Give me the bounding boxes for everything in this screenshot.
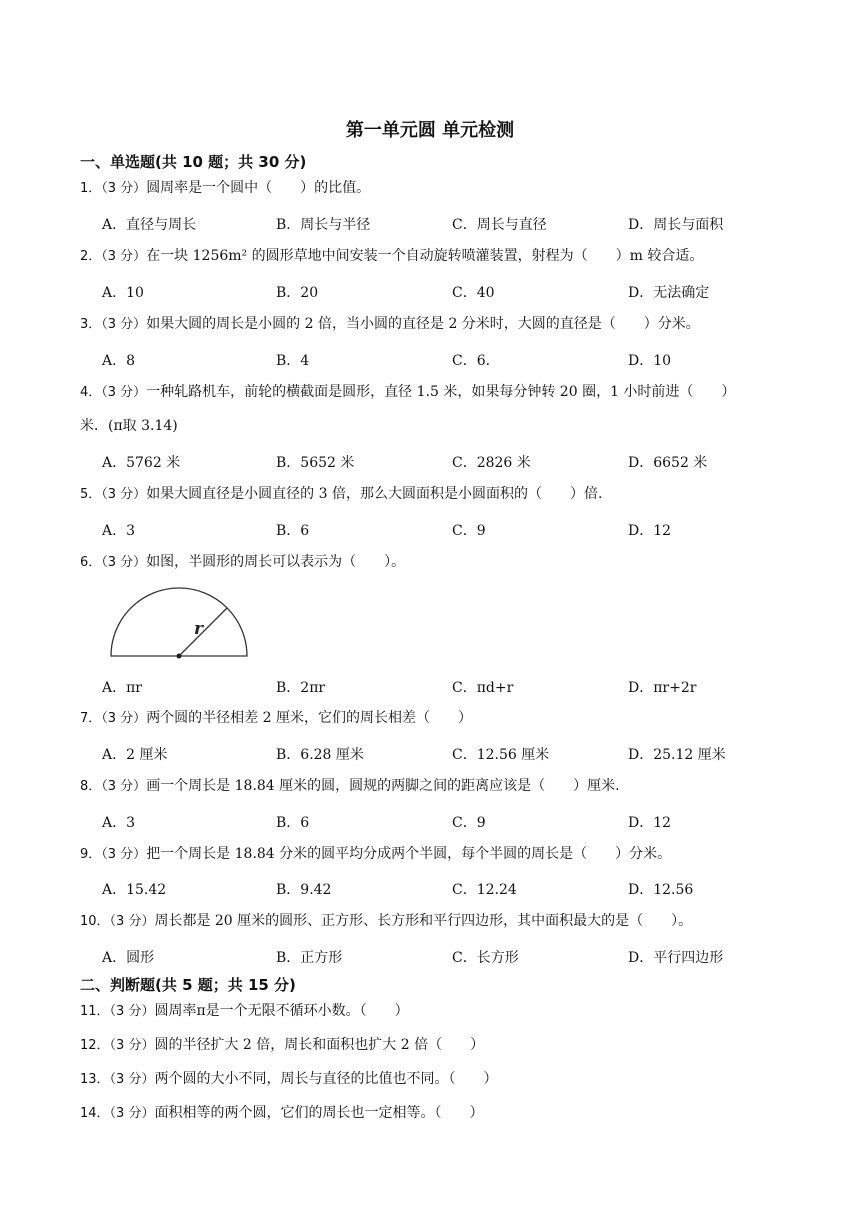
question-12: 12．（3 分）圆的半径扩大 2 倍，周长和面积也扩大 2 倍（ ） (80, 1037, 485, 1053)
option-c: C．9 (452, 815, 486, 831)
semicircle-outline (111, 588, 247, 656)
option-c: C．40 (452, 285, 495, 301)
options-q5 (102, 520, 802, 544)
option-a: A．3 (102, 523, 136, 539)
option-c: C．12.56 厘米 (452, 747, 550, 763)
option-d: D．周长与面积 (628, 217, 724, 233)
option-d: D．平行四边形 (628, 950, 724, 966)
question-2: 2．（3 分）在一块 1256m² 的圆形草地中间安装一个自动旋转喷灌装置，射程为（ ）m 较合适。 (80, 248, 704, 264)
options-q6 (102, 677, 802, 701)
section-heading-true-false: 二、判断题(共 5 题；共 15 分) (80, 976, 296, 994)
question-4: 4．（3 分）一种轧路机车，前轮的横截面是圆形，直径 1.5 米，如果每分钟转 20 圈，1 小时前进（ ） (80, 384, 736, 400)
question-text: 两个圆的半径相差 2 厘米，它们的周长相差（ ） (146, 710, 472, 726)
question-text: 如果大圆直径是小圆直径的 3 倍，那么大圆面积是小圆面积的（ ）倍. (146, 486, 603, 502)
question-11: 11．（3 分）圆周率π是一个无限不循环小数。（ ） (80, 1003, 409, 1019)
option-b: B．2πr (276, 680, 326, 696)
option-d: D．12 (628, 815, 672, 831)
question-text: 两个圆的大小不同，周长与直径的比值也不同。（ ） (154, 1071, 498, 1087)
option-b: B．5652 米 (276, 455, 355, 471)
options-q7 (102, 744, 802, 768)
option-b: B．6 (276, 815, 310, 831)
question-8: 8．（3 分）画一个周长是 18.84 厘米的圆，圆规的两脚之间的距离应该是（ ）厘米. (80, 778, 620, 794)
option-b: B．正方形 (276, 950, 343, 966)
option-c: C．6. (452, 353, 491, 369)
question-text: 面积相等的两个圆，它们的周长也一定相等。（ ） (154, 1105, 484, 1121)
option-c: C．πd+r (452, 680, 514, 696)
options-q10 (102, 947, 802, 971)
question-1: 1．（3 分）圆周率是一个圆中（ ）的比值。 (80, 180, 371, 196)
radius-label: r (194, 619, 203, 639)
question-6: 6．（3 分）如图，半圆形的周长可以表示为（ ）。 (80, 554, 406, 570)
options-q3 (102, 350, 802, 374)
option-b: B．4 (276, 353, 310, 369)
option-a: A．15.42 (102, 882, 167, 898)
option-b: B．20 (276, 285, 319, 301)
question-3: 3．（3 分）如果大圆的周长是小圆的 2 倍，当小圆的直径是 2 分米时，大圆的直径是（ ）分米。 (80, 316, 700, 332)
question-5: 5．（3 分）如果大圆直径是小圆直径的 3 倍，那么大圆面积是小圆面积的（ ）倍. (80, 486, 603, 502)
question-text: 如图，半圆形的周长可以表示为（ ）。 (146, 554, 406, 570)
option-b: B．6.28 厘米 (276, 747, 364, 763)
question-text: 圆周率π是一个无限不循环小数。（ ） (154, 1003, 409, 1019)
section-heading-single-choice: 一、单选题(共 10 题；共 30 分) (80, 153, 307, 171)
options-q8 (102, 812, 802, 836)
question-10: 10．（3 分）周长都是 20 厘米的圆形、正方形、长方形和平行四边形，其中面积最大的是（ ）。 (80, 913, 693, 929)
option-d: D．无法确定 (628, 285, 710, 301)
option-b: B．6 (276, 523, 310, 539)
options-q2 (102, 282, 802, 306)
option-d: D．12 (628, 523, 672, 539)
question-14: 14．（3 分）面积相等的两个圆，它们的周长也一定相等。（ ） (80, 1105, 484, 1121)
question-text: 周长都是 20 厘米的圆形、正方形、长方形和平行四边形，其中面积最大的是（ ）。 (154, 913, 693, 929)
radius-line (179, 608, 227, 656)
options-q1 (102, 214, 802, 238)
option-c: C．长方形 (452, 950, 519, 966)
question-text: 在一块 1256m² 的圆形草地中间安装一个自动旋转喷灌装置，射程为（ ）m 较合适。 (146, 248, 704, 264)
options-q4 (102, 452, 802, 476)
option-d: D．πr+2r (628, 680, 697, 696)
option-a: A．10 (102, 285, 144, 301)
option-d: D．6652 米 (628, 455, 708, 471)
option-c: C．2826 米 (452, 455, 531, 471)
options-q9 (102, 879, 802, 903)
question-text: 一种轧路机车，前轮的横截面是圆形，直径 1.5 米，如果每分钟转 20 圈，1 小时前进（ ） (146, 384, 736, 400)
option-a: A．直径与周长 (102, 217, 197, 233)
option-c: C．周长与直径 (452, 217, 547, 233)
question-text: 圆的半径扩大 2 倍，周长和面积也扩大 2 倍（ ） (154, 1037, 485, 1053)
question-text: 画一个周长是 18.84 厘米的圆，圆规的两脚之间的距离应该是（ ）厘米. (146, 778, 620, 794)
question-text: 如果大圆的周长是小圆的 2 倍，当小圆的直径是 2 分米时，大圆的直径是（ ）分米。 (146, 316, 700, 332)
option-a: A．8 (102, 353, 136, 369)
option-d: D．25.12 厘米 (628, 747, 726, 763)
option-a: A．2 厘米 (102, 747, 168, 763)
question-text: 把一个周长是 18.84 分米的圆平均分成两个半圆，每个半圆的周长是（ ）分米。 (146, 846, 672, 862)
option-d: D．10 (628, 353, 672, 369)
question-9: 9．（3 分）把一个周长是 18.84 分米的圆平均分成两个半圆，每个半圆的周长是（ ）分米。 (80, 846, 672, 862)
option-c: C．12.24 (452, 882, 517, 898)
option-a: A．πr (102, 680, 143, 696)
center-dot (177, 654, 182, 659)
question-7: 7．（3 分）两个圆的半径相差 2 厘米，它们的周长相差（ ） (80, 710, 472, 726)
option-a: A．圆形 (102, 950, 155, 966)
option-a: A．5762 米 (102, 455, 181, 471)
question-13: 13．（3 分）两个圆的大小不同，周长与直径的比值也不同。（ ） (80, 1071, 498, 1087)
page-title: 第一单元圆 单元检测 (345, 120, 515, 141)
question-4-continuation: 米．(π取 3.14) (80, 418, 178, 434)
option-a: A．3 (102, 815, 136, 831)
option-b: B．9.42 (276, 882, 332, 898)
question-text: 圆周率是一个圆中（ ）的比值。 (146, 180, 371, 196)
semicircle-figure (106, 584, 256, 664)
option-d: D．12.56 (628, 882, 694, 898)
option-c: C．9 (452, 523, 486, 539)
option-b: B．周长与半径 (276, 217, 371, 233)
